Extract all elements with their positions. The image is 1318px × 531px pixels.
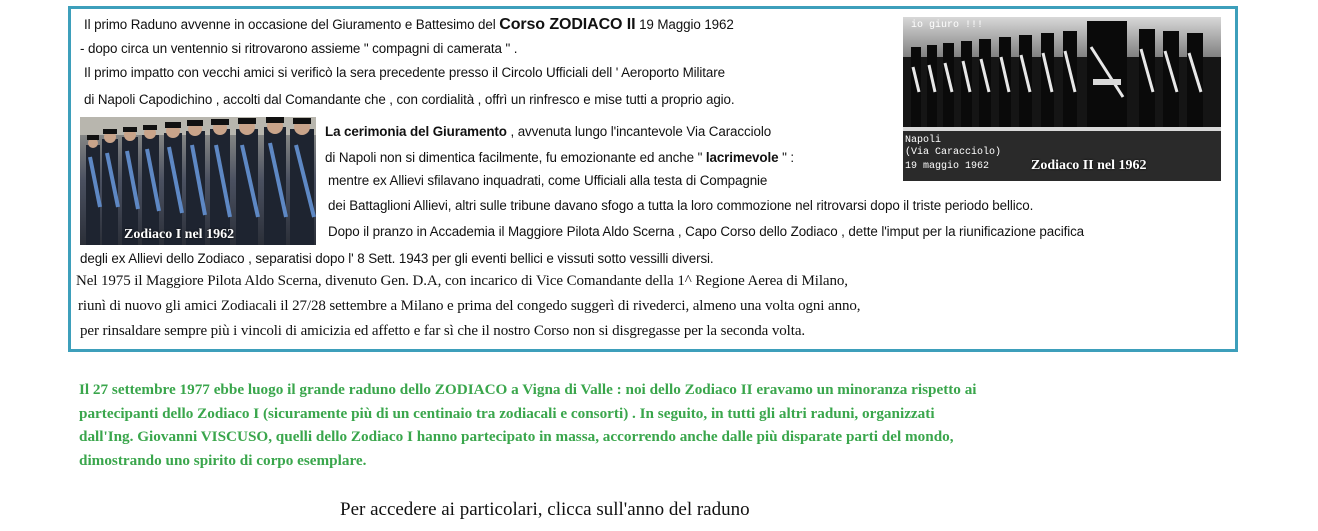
panel-line-6: [325, 150, 794, 165]
photo-zodiaco-2: [903, 17, 1221, 181]
panel-line-2: - dopo circa un ventennio si ritrovarono assieme " compagni di camerata " .: [80, 41, 518, 56]
photo-right-caption: Zodiaco II nel 1962: [1031, 158, 1147, 173]
photo-right-date: 19 maggio 1962: [905, 161, 990, 172]
panel-line-13: per rinsaldare sempre più i vincoli di amicizia ed affetto e far sì che il nostro Corso non si disgregasse per la seconda volta.: [80, 323, 806, 339]
photo-right-place-1: Napoli: [905, 135, 942, 146]
panel-line-8: [328, 198, 1033, 213]
panel-line-12: riunì di nuovo gli amici Zodiacali il 27/28 settembre a Milano e prima del congedo suggerì di rivederci, almeno una volta ogni anno,: [78, 298, 861, 314]
photo-left-caption: Zodiaco I nel 1962: [124, 227, 235, 242]
panel-line-8-end: nel ritrovarsi dopo il triste periodo bellico.: [795, 198, 1034, 213]
green-line-2: partecipanti dello Zodiaco I (sicuramente più di un centinaio tra zodiacali e consorti) . In seguito, in tutti gli altri raduni, organizzati: [79, 404, 935, 422]
panel-line-4: di Napoli Capodichino , accolti dal Comandante che , con cordialità , offrì un rinfresco e mise tutti a proprio agio.: [84, 92, 735, 107]
photo-right-place-2: (Via Caracciolo): [905, 147, 1002, 158]
green-line-4: dimostrando uno spirito di corpo esemplare.: [79, 451, 367, 469]
panel-line-5-rest: , avvenuta lungo l'incantevole Via Caracciolo: [506, 124, 772, 139]
green-line-1: Il 27 settembre 1977 ebbe luogo il grande raduno dello ZODIACO a Vigna di Valle : noi dello Zodiaco II eravamo un minoranza rispetto ai: [79, 381, 977, 398]
panel-line-3: Il primo impatto con vecchi amici si verificò la sera precedente presso il Circolo Ufficiali dell ' Aeroporto Militare: [84, 65, 725, 80]
panel-line-1: [84, 16, 734, 34]
panel-line-10: degli ex Allievi dello Zodiaco , separatisi dopo l' 8 Sett. 1943 per gli eventi bellici e vissuti sotto vessilli diversi.: [80, 251, 714, 266]
ceremony-date: 19 Maggio 1962: [639, 17, 734, 32]
panel-line-1-start: Il primo Raduno avvenne in occasione del Giuramento e Battesimo del: [84, 17, 496, 32]
panel-line-8-start: dei Battaglioni Allievi, altri sulle tribune davano sfogo a tutta la loro commozione: [328, 198, 792, 213]
panel-line-7: mentre ex Allievi sfilavano inquadrati, come Ufficiali alla testa di Compagnie: [328, 173, 768, 188]
photo-right-note: io giuro !!!: [911, 20, 984, 31]
photo-zodiaco-1: [80, 117, 316, 245]
panel-line-6-start: di Napoli non si dimentica facilmente, fu emozionante ed anche ": [325, 150, 706, 165]
course-name: Corso ZODIACO II: [499, 16, 636, 33]
panel-line-6-end: " :: [778, 150, 794, 165]
access-instructions: Per accedere ai particolari, clicca sull'anno del raduno: [340, 499, 750, 520]
panel-line-9: Dopo il pranzo in Accademia il Maggiore Pilota Aldo Scerna , Capo Corso dello Zodiaco , dette l'imput per la riunificazione pacifica: [328, 224, 1085, 239]
green-paragraph: [79, 378, 1259, 472]
panel-line-11: Nel 1975 il Maggiore Pilota Aldo Scerna, divenuto Gen. D.A, con incarico di Vice Comandante della 1^ Regione Aerea di Milano,: [76, 273, 848, 289]
lacrimevole-word: lacrimevole: [705, 150, 779, 165]
panel-line-5: [325, 124, 771, 139]
green-line-3: dall'Ing. Giovanni VISCUSO, quelli dello Zodiaco I hanno partecipato in massa, accorrendo anche dalle più disparate parti del mondo,: [79, 428, 954, 445]
parade-photo-left: [80, 117, 316, 245]
ceremony-heading: La cerimonia del Giuramento: [325, 124, 507, 139]
